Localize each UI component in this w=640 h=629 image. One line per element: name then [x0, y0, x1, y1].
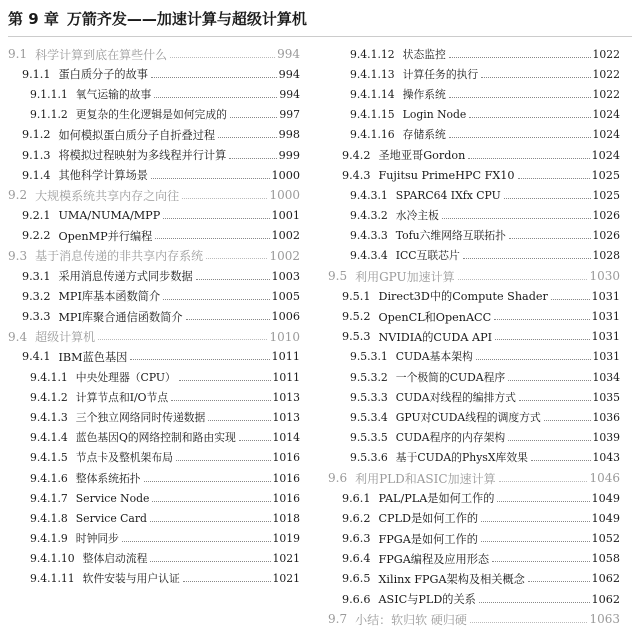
toc-entry-title: 其他科学计算场景: [58, 169, 148, 183]
toc-entry-title: MPI库基本函数简介: [58, 290, 161, 304]
toc-entry-number: 9.4.1.3: [30, 410, 68, 424]
toc-entry-title: CPLD是如何工作的: [378, 512, 479, 526]
toc-entry[interactable]: [8, 206, 300, 226]
toc-entry[interactable]: [328, 569, 620, 589]
dot-leader: [122, 531, 271, 542]
toc-entry-page: 1030: [589, 269, 620, 284]
toc-entry[interactable]: [328, 64, 620, 84]
toc-entry-title: CUDA基本架构: [395, 350, 473, 364]
toc-entry-number: 9.1.1: [22, 67, 51, 81]
dot-leader: [171, 390, 270, 401]
toc-entry-page: 1026: [592, 209, 620, 223]
dot-leader: [470, 612, 588, 623]
dot-leader: [186, 309, 270, 320]
toc-entry-page: 1062: [591, 592, 620, 606]
toc-entry-title: 超级计算机: [35, 330, 96, 345]
toc-entry-number: 9.5.1: [342, 289, 371, 303]
toc-entry-title: 整体启动流程: [82, 552, 148, 566]
toc-entry[interactable]: [8, 266, 300, 286]
toc-entry-page: 1018: [272, 511, 300, 525]
toc-entry[interactable]: [8, 185, 300, 205]
heading-divider: [8, 36, 632, 37]
toc-entry-page: 1046: [589, 471, 620, 486]
toc-entry-page: 1024: [592, 128, 620, 142]
toc-entry-page: 1021: [272, 572, 300, 586]
toc-entry-page: 1026: [592, 229, 620, 243]
toc-entry-number: 9.4: [8, 329, 28, 344]
dot-leader: [229, 148, 276, 159]
toc-entry[interactable]: [8, 327, 300, 347]
toc-entry-number: 9.4.3.4: [350, 249, 388, 263]
toc-entry[interactable]: [328, 306, 620, 326]
toc-entry-number: 9.5: [328, 269, 348, 284]
toc-entry[interactable]: [8, 286, 300, 306]
toc-entry-title: IBM蓝色基因: [58, 350, 128, 364]
toc-entry-number: 9.4.1.13: [350, 67, 395, 81]
toc-entry[interactable]: [328, 125, 620, 145]
dot-leader: [476, 349, 591, 360]
dot-leader: [528, 571, 590, 582]
toc-entry-title: Tofu六维网络互联拓扑: [395, 229, 506, 243]
toc-entry-title: Login Node: [402, 108, 467, 122]
toc-entry-number: 9.3.1: [22, 269, 51, 283]
toc-entry-title: 基于消息传递的非共享内存系统: [35, 249, 204, 264]
toc-entry[interactable]: [328, 266, 620, 286]
dot-leader: [449, 47, 591, 58]
dot-leader: [98, 329, 267, 340]
toc-entry-number: 9.6.5: [342, 572, 371, 586]
toc-entry-page: 1031: [591, 289, 620, 303]
toc-entry[interactable]: [328, 508, 620, 528]
toc-entry-title: 时钟同步: [75, 532, 119, 546]
toc-entry-page: 1016: [272, 451, 300, 465]
toc-entry-number: 9.5.3.4: [350, 410, 388, 424]
toc-entry-number: 9.4.3.3: [350, 229, 388, 243]
toc-entry-number: 9.4.1.5: [30, 451, 68, 465]
toc-entry-number: 9.3.3: [22, 310, 51, 324]
toc-entry-number: 9.1.2: [22, 128, 51, 142]
toc-entry[interactable]: [328, 347, 620, 367]
toc-entry-page: 1010: [269, 329, 300, 344]
toc-entry-number: 9.1: [8, 47, 28, 62]
toc-entry[interactable]: [328, 367, 620, 387]
toc-entry-page: 1013: [272, 410, 300, 424]
toc-entry-number: 9.4.1.8: [30, 511, 68, 525]
toc-entry-number: 9.4.1.14: [350, 87, 395, 101]
toc-entry-title: 科学计算到底在算些什么: [35, 47, 168, 62]
toc-entry-page: 1002: [271, 229, 300, 243]
dot-leader: [449, 87, 591, 98]
toc-entry[interactable]: [8, 569, 300, 589]
toc-entry-number: 9.4.1.10: [30, 552, 75, 566]
toc-entry[interactable]: [8, 529, 300, 549]
toc-entry-number: 9.3.2: [22, 289, 51, 303]
toc-entry-number: 9.5.3.5: [350, 431, 388, 445]
toc-entry[interactable]: [328, 105, 620, 125]
toc-entry[interactable]: [8, 468, 300, 488]
chapter-title: 万箭齐发——加速计算与超级计算机: [66, 10, 307, 28]
toc-entry-page: 1063: [589, 612, 620, 627]
dot-leader: [183, 571, 271, 582]
dot-leader: [151, 168, 270, 179]
toc-entry-number: 9.6.6: [342, 592, 371, 606]
toc-entry[interactable]: [328, 468, 620, 488]
toc-entry-page: 1062: [591, 572, 620, 586]
toc-entry-page: 1011: [271, 350, 300, 364]
toc-entry[interactable]: [328, 185, 620, 205]
toc-entry[interactable]: [8, 428, 300, 448]
toc-entry[interactable]: [328, 549, 620, 569]
toc-entry-page: 1000: [271, 168, 300, 182]
toc-entry-title: 状态监控: [402, 47, 446, 61]
toc-entry[interactable]: [8, 367, 300, 387]
toc-entry-title: 操作系统: [402, 87, 446, 101]
toc-entry-page: 1025: [591, 168, 620, 182]
toc-entry-page: 1024: [591, 148, 620, 162]
toc-entry-page: 1011: [272, 370, 300, 384]
toc-entry-page: 1019: [272, 532, 300, 546]
toc-entry-page: 1021: [272, 552, 300, 566]
dot-leader: [508, 430, 590, 441]
dot-leader: [179, 370, 271, 381]
dot-leader: [519, 390, 591, 401]
toc-entry[interactable]: [328, 609, 620, 629]
dot-leader: [155, 228, 269, 239]
toc-entry-number: 9.4.3: [342, 168, 371, 182]
toc-entry-title: 如何模拟蛋白质分子自折叠过程: [58, 128, 216, 142]
toc-entry-page: 998: [278, 128, 300, 142]
dot-leader: [150, 551, 270, 562]
toc-entry-number: 9.4.1.12: [350, 47, 395, 61]
toc-entry-page: 1022: [592, 67, 620, 81]
dot-leader: [494, 309, 589, 320]
toc-entry-title: Xilinx FPGA架构及相关概念: [378, 572, 525, 586]
toc-entry[interactable]: [8, 448, 300, 468]
toc-entry-title: 利用GPU加速计算: [355, 269, 455, 284]
toc-entry[interactable]: [8, 44, 300, 64]
toc-entry-number: 9.2: [8, 188, 28, 203]
toc-entry-title: ASIC与PLD的关系: [378, 593, 476, 607]
toc-entry[interactable]: [328, 589, 620, 609]
toc-entry-title: UMA/NUMA/MPP: [58, 209, 161, 223]
toc-entry-number: 9.4.1: [22, 350, 51, 364]
dot-leader: [531, 450, 591, 461]
toc-entry-title: NVIDIA的CUDA API: [378, 330, 493, 344]
dot-leader: [154, 87, 277, 98]
toc-entry-number: 9.5.3.6: [350, 451, 388, 465]
toc-entry-title: 将模拟过程映射为多线程并行计算: [58, 149, 227, 163]
toc-entry[interactable]: [8, 387, 300, 407]
dot-leader: [544, 410, 591, 421]
toc-entry[interactable]: [8, 84, 300, 104]
toc-entry-title: 更复杂的生化逻辑是如何完成的: [75, 108, 227, 122]
toc-entry-number: 9.6.3: [342, 532, 371, 546]
toc-entry-title: 计算节点和I/O节点: [75, 390, 169, 404]
toc-entry-title: 软件安装与用户认证: [82, 572, 180, 586]
toc-entry-page: 1036: [592, 410, 620, 424]
toc-entry-title: OpenCL和OpenACC: [378, 310, 492, 324]
toc-entry-page: 1025: [592, 188, 620, 202]
dot-leader: [144, 471, 271, 482]
toc-entry-number: 9.6.1: [342, 491, 371, 505]
toc-entry-number: 9.3: [8, 248, 28, 263]
toc-entry-number: 9.5.3.2: [350, 370, 388, 384]
toc-entry-number: 9.4.1.11: [30, 572, 75, 586]
toc-entry-number: 9.2.1: [22, 209, 51, 223]
toc-entry-page: 1031: [591, 310, 620, 324]
toc-entry-page: 1000: [269, 188, 300, 203]
toc-entry-title: 基于CUDA的PhysX库效果: [395, 451, 528, 465]
toc-entry-number: 9.6.2: [342, 511, 371, 525]
toc-entry-page: 1014: [272, 431, 300, 445]
toc-entry-page: 1028: [592, 249, 620, 263]
toc-entry-title: 三个独立网络同时传递数据: [75, 410, 206, 424]
toc-entry-title: FPGA编程及应用形态: [378, 552, 490, 566]
toc-entry-page: 1043: [592, 451, 620, 465]
toc-entry-title: ICC互联芯片: [395, 249, 460, 263]
dot-leader: [481, 67, 590, 78]
toc-entry-number: 9.4.1.1: [30, 370, 68, 384]
toc-entry-title: Fujitsu PrimeHPC FX10: [378, 168, 515, 182]
toc-entry-title: 小结：软归软 硬归硬: [355, 612, 467, 627]
dot-leader: [218, 127, 277, 138]
dot-leader: [508, 370, 590, 381]
dot-leader: [495, 329, 589, 340]
dot-leader: [182, 188, 267, 199]
toc-entry-title: 节点卡及整机架布局: [75, 451, 173, 465]
dot-leader: [163, 208, 269, 219]
dot-leader: [196, 269, 270, 280]
toc-entry-page: 1013: [272, 390, 300, 404]
dot-leader: [176, 450, 271, 461]
dot-leader: [130, 349, 269, 360]
toc-entry-number: 9.1.4: [22, 168, 51, 182]
toc-entry-title: SPARC64 IXfx CPU: [395, 188, 501, 202]
toc-entry-title: 计算任务的执行: [402, 67, 479, 81]
toc-entry-page: 994: [277, 47, 300, 62]
toc-entry-title: 氧气运输的故事: [75, 87, 152, 101]
toc-entry-page: 997: [279, 108, 300, 122]
toc-entry-number: 9.7: [328, 612, 348, 627]
chapter-heading: [8, 8, 307, 29]
toc-entry-number: 9.1.3: [22, 148, 51, 162]
toc-entry-number: 9.5.3: [342, 330, 371, 344]
toc-entry-number: 9.4.1.7: [30, 491, 68, 505]
toc-entry-title: 利用PLD和ASIC加速计算: [355, 471, 496, 486]
toc-entry-title: GPU对CUDA线程的调度方式: [395, 410, 541, 424]
dot-leader: [492, 551, 589, 562]
toc-entry-page: 1016: [272, 491, 300, 505]
dot-leader: [509, 228, 591, 239]
toc-entry[interactable]: [328, 448, 620, 468]
toc-entry[interactable]: [328, 327, 620, 347]
dot-leader: [479, 592, 590, 603]
dot-leader: [151, 67, 277, 78]
dot-leader: [463, 248, 591, 259]
dot-leader: [499, 471, 588, 482]
toc-entry[interactable]: [8, 508, 300, 528]
toc-entry-title: OpenMP并行编程: [58, 229, 153, 243]
toc-entry-title: FPGA是如何工作的: [378, 532, 478, 546]
dot-leader: [163, 289, 269, 300]
toc-right-column: [328, 44, 620, 629]
toc-entry-page: 1006: [271, 310, 300, 324]
toc-entry-title: 蓝色基因Q的网络控制和路由实现: [75, 431, 236, 445]
toc-entry[interactable]: [328, 206, 620, 226]
dot-leader: [458, 269, 588, 280]
toc-entry-title: Direct3D中的Compute Shader: [378, 290, 548, 304]
dot-leader: [504, 188, 591, 199]
toc-entry-page: 1035: [592, 390, 620, 404]
dot-leader: [551, 289, 590, 300]
toc-entry-number: 9.2.2: [22, 229, 51, 243]
toc-entry-title: 大规模系统共享内存之向往: [35, 188, 180, 203]
dot-leader: [518, 168, 590, 179]
toc-entry-page: 1003: [271, 269, 300, 283]
dot-leader: [230, 107, 277, 118]
dot-leader: [497, 491, 589, 502]
toc-entry[interactable]: [328, 387, 620, 407]
toc-entry[interactable]: [328, 407, 620, 427]
dot-leader: [449, 127, 591, 138]
toc-entry-title: Service Card: [75, 511, 147, 525]
toc-entry-page: 1034: [592, 370, 620, 384]
toc-entry-page: 1005: [271, 289, 300, 303]
dot-leader: [442, 208, 591, 219]
chapter-label: 第 9 章: [8, 10, 59, 28]
toc-entry[interactable]: [8, 226, 300, 246]
dot-leader: [239, 430, 271, 441]
toc-entry[interactable]: [328, 488, 620, 508]
toc-entry-number: 9.4.2: [342, 148, 371, 162]
toc-entry[interactable]: [328, 529, 620, 549]
toc-entry[interactable]: [8, 488, 300, 508]
dot-leader: [206, 248, 267, 259]
toc-entry-number: 9.5.3.1: [350, 350, 388, 364]
toc-entry-number: 9.4.1.4: [30, 431, 68, 445]
toc-entry-number: 9.4.3.1: [350, 188, 388, 202]
toc-entry-page: 1049: [591, 491, 620, 505]
toc-entry-number: 9.4.1.15: [350, 108, 395, 122]
toc-entry-number: 9.4.1.6: [30, 471, 68, 485]
toc-entry-page: 999: [278, 148, 300, 162]
toc-entry[interactable]: [8, 125, 300, 145]
dot-leader: [208, 410, 270, 421]
toc-entry[interactable]: [328, 145, 620, 165]
dot-leader: [469, 107, 590, 118]
toc-entry-page: 1031: [591, 330, 620, 344]
toc-entry[interactable]: [8, 347, 300, 367]
toc-entry[interactable]: [328, 226, 620, 246]
toc-entry-title: 中央处理器（CPU）: [75, 370, 176, 384]
toc-entry[interactable]: [328, 165, 620, 185]
toc-entry-number: 9.4.3.2: [350, 209, 388, 223]
toc-entry[interactable]: [8, 105, 300, 125]
toc-entry-title: 蛋白质分子的故事: [58, 68, 148, 82]
dot-leader: [152, 491, 270, 502]
toc-entry[interactable]: [328, 286, 620, 306]
toc-entry-page: 1001: [271, 209, 300, 223]
toc-entry-page: 1039: [592, 431, 620, 445]
toc-entry-number: 9.5.2: [342, 310, 371, 324]
toc-entry[interactable]: [8, 246, 300, 266]
toc-entry-title: 采用消息传递方式同步数据: [58, 270, 193, 284]
toc-entry-number: 9.6: [328, 471, 348, 486]
toc-entry-page: 1049: [591, 511, 620, 525]
dot-leader: [481, 531, 590, 542]
toc-entry-number: 9.1.1.1: [30, 87, 68, 101]
toc-entry-title: 水冷主板: [395, 209, 439, 223]
toc-entry-page: 1022: [592, 47, 620, 61]
toc-entry[interactable]: [328, 428, 620, 448]
toc-entry-page: 1022: [592, 87, 620, 101]
toc-entry-number: 9.6.4: [342, 552, 371, 566]
toc-entry-page: 1031: [592, 350, 620, 364]
toc-entry-number: 9.5.3.3: [350, 390, 388, 404]
dot-leader: [468, 148, 589, 159]
toc-entry-number: 9.1.1.2: [30, 108, 68, 122]
toc-entry[interactable]: [328, 84, 620, 104]
toc-entry[interactable]: [8, 165, 300, 185]
toc-entry-page: 994: [279, 87, 300, 101]
toc-entry-title: 圣地亚哥Gordon: [378, 149, 466, 163]
toc-entry[interactable]: [328, 44, 620, 64]
toc-entry-title: 存储系统: [402, 128, 446, 142]
toc-left-column: [8, 44, 300, 589]
toc-entry[interactable]: [8, 145, 300, 165]
toc-entry[interactable]: [8, 64, 300, 84]
dot-leader: [150, 511, 271, 522]
toc-entry-title: MPI库聚合通信函数简介: [58, 310, 183, 324]
toc-entry[interactable]: [8, 306, 300, 326]
toc-entry-title: 一个极简的CUDA程序: [395, 370, 506, 384]
toc-entry-number: 9.4.1.16: [350, 128, 395, 142]
toc-entry-page: 1058: [591, 552, 620, 566]
dot-leader: [170, 47, 275, 58]
toc-entry-title: CUDA程序的内存架构: [395, 431, 506, 445]
toc-entry-page: 1052: [591, 532, 620, 546]
toc-entry-title: 整体系统拓扑: [75, 471, 141, 485]
toc-entry-number: 9.4.1.2: [30, 390, 68, 404]
toc-entry-title: CUDA对线程的编排方式: [395, 390, 516, 404]
toc-entry[interactable]: [8, 549, 300, 569]
toc-entry-page: 1002: [269, 248, 300, 263]
toc-entry[interactable]: [8, 407, 300, 427]
toc-entry-page: 1024: [592, 108, 620, 122]
toc-entry-page: 994: [278, 67, 300, 81]
toc-entry[interactable]: [328, 246, 620, 266]
toc-entry-title: PAL/PLA是如何工作的: [378, 492, 495, 506]
toc-entry-page: 1016: [272, 471, 300, 485]
dot-leader: [481, 511, 589, 522]
toc-entry-title: Service Node: [75, 491, 150, 505]
toc-entry-number: 9.4.1.9: [30, 532, 68, 546]
